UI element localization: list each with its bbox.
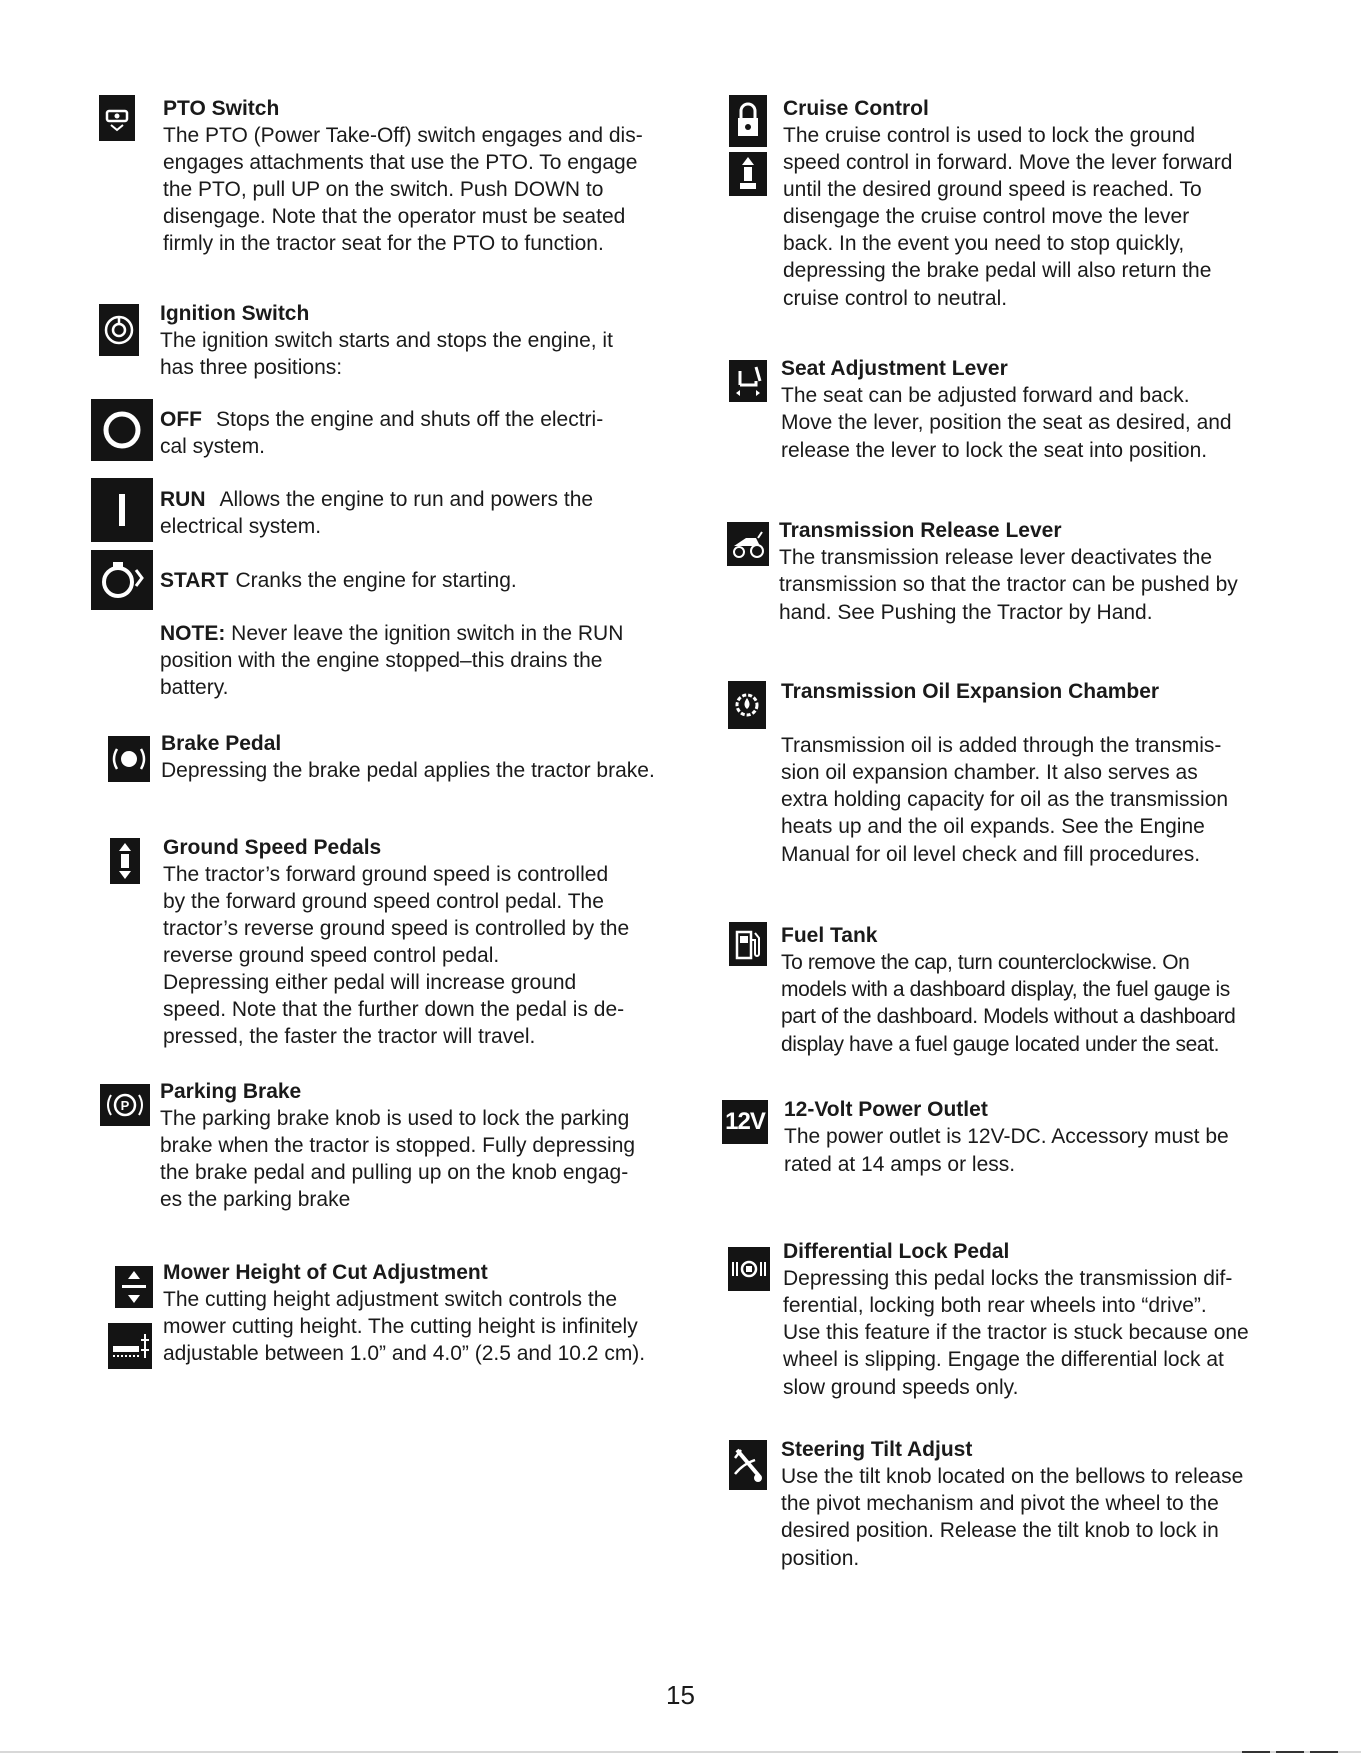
- engine-start-icon: [91, 550, 153, 610]
- ignition-off-item: [160, 406, 680, 460]
- item-text: Stops the engine and shuts off the electri-: [216, 408, 604, 431]
- note-line: battery.: [160, 676, 229, 699]
- section-title: PTO Switch: [163, 97, 280, 120]
- body-line: models with a dashboard display, the fuel gauge is: [781, 978, 1230, 1001]
- steering-tilt-icon: [729, 1440, 767, 1490]
- ignition-switch-section: [160, 300, 680, 381]
- body-line: the PTO, pull UP on the switch. Push DOWN to: [163, 178, 604, 201]
- body-line: Depressing either pedal will increase ground: [163, 971, 577, 994]
- section-title: Transmission Release Lever: [779, 519, 1062, 542]
- position-keyword: RUN: [160, 488, 206, 511]
- body-line: Move the lever, position the seat as desired, and: [781, 411, 1232, 434]
- section-title: Cruise Control: [783, 97, 929, 120]
- body-line: back. In the event you need to stop quickly,: [783, 232, 1185, 255]
- steering-tilt-section: [781, 1436, 1341, 1574]
- body-line: part of the dashboard. Models without a dashboard: [781, 1005, 1236, 1028]
- pto-switch-icon: [99, 95, 135, 141]
- power-outlet-section: [784, 1096, 1344, 1180]
- body-line: The cruise control is used to lock the ground: [783, 124, 1196, 147]
- body-line: speed. Note that the further down the pedal is de-: [163, 998, 625, 1021]
- body-line: pressed, the faster the tractor will travel.: [163, 1025, 536, 1048]
- body-line: display have a fuel gauge located under the seat.: [781, 1033, 1220, 1056]
- body-line: ferential, locking both rear wheels into “drive”.: [783, 1294, 1207, 1317]
- twelve-volt-label: 12V: [725, 1108, 765, 1135]
- section-title: 12-Volt Power Outlet: [784, 1098, 988, 1121]
- body-line: extra holding capacity for oil as the transmission: [781, 788, 1229, 811]
- oil-expansion-chamber-body: [781, 732, 1341, 870]
- note-text: Never leave the ignition switch in the RUN: [231, 622, 624, 645]
- body-line: Use the tilt knob located on the bellows to release: [781, 1465, 1244, 1488]
- body-line: the pivot mechanism and pivot the wheel to the: [781, 1492, 1219, 1515]
- seat-adjustment-section: [781, 355, 1341, 466]
- section-title: Mower Height of Cut Adjustment: [163, 1261, 488, 1284]
- svg-text:P: P: [120, 1098, 130, 1113]
- item-line: electrical system.: [160, 515, 322, 538]
- item-line: [160, 406, 680, 433]
- run-bar-icon: [91, 478, 153, 542]
- pto-switch-section: [163, 95, 683, 257]
- section-title: Parking Brake: [160, 1080, 302, 1103]
- body-line: Use this feature if the tractor is stuck because one: [783, 1321, 1249, 1344]
- speed-lever-icon: [729, 152, 767, 196]
- ignition-key-icon: [99, 304, 139, 356]
- body-line: The PTO (Power Take-Off) switch engages and dis-: [163, 124, 643, 147]
- section-title: Transmission Oil Expansion Chamber: [781, 680, 1160, 703]
- section-title: Ignition Switch: [160, 302, 310, 325]
- body-line: has three positions:: [160, 356, 343, 379]
- body-line: transmission so that the tractor can be pushed by: [779, 573, 1238, 596]
- body-line: the brake pedal and pulling up on the knob engag-: [160, 1161, 629, 1184]
- page-number: 15: [666, 1680, 695, 1710]
- body-line: depressing the brake pedal will also return the: [783, 259, 1212, 282]
- ground-speed-icon: [110, 838, 140, 884]
- body-line: heats up and the oil expands. See the Engine: [781, 815, 1205, 838]
- body-line: The tractor’s forward ground speed is controlled: [163, 863, 609, 886]
- body-line: mower cutting height. The cutting height is infinitely: [163, 1315, 638, 1338]
- body-line: speed control in forward. Move the lever forward: [783, 151, 1233, 174]
- body-line: Transmission oil is added through the transmis-: [781, 734, 1222, 757]
- twelve-volt-icon: [722, 1100, 768, 1144]
- fuel-tank-section: [781, 922, 1341, 1060]
- fuel-pump-icon: [729, 922, 767, 966]
- off-circle-icon: [91, 399, 153, 461]
- body-line: until the desired ground speed is reached. To: [783, 178, 1202, 201]
- body-line: The cutting height adjustment switch controls the: [163, 1288, 618, 1311]
- body-line: Manual for oil level check and fill procedures.: [781, 843, 1201, 866]
- brake-pedal-icon: [108, 736, 150, 782]
- bottom-rule-dash: [1242, 1751, 1270, 1753]
- transmission-oil-icon: [728, 681, 766, 729]
- item-text: Cranks the engine for starting.: [235, 569, 517, 592]
- body-line: reverse ground speed control pedal.: [163, 944, 500, 967]
- cruise-control-section: [783, 95, 1343, 314]
- body-line: The parking brake knob is used to lock the parking: [160, 1107, 630, 1130]
- bottom-rule: [0, 1751, 1361, 1753]
- body-line: adjustable between 1.0” and 4.0” (2.5 and 10.2 cm).: [163, 1342, 646, 1365]
- body-line: desired position. Release the tilt knob to lock in: [781, 1519, 1219, 1542]
- item-line: cal system.: [160, 435, 266, 458]
- body-line: firmly in the tractor seat for the PTO to function.: [163, 232, 604, 255]
- body-line: es the parking brake: [160, 1188, 351, 1211]
- section-title: Brake Pedal: [161, 732, 282, 755]
- note-line: [160, 620, 680, 647]
- body-line: The power outlet is 12V-DC. Accessory must be: [784, 1125, 1229, 1148]
- ground-speed-section: [163, 834, 683, 1050]
- body-line: The seat can be adjusted forward and back.: [781, 384, 1190, 407]
- body-line: Depressing the brake pedal applies the tractor brake.: [161, 759, 655, 782]
- body-line: brake when the tractor is stopped. Fully depressing: [160, 1134, 636, 1157]
- height-adjust-icon: [115, 1266, 153, 1308]
- ignition-start-item: [160, 567, 680, 594]
- body-line: Depressing this pedal locks the transmission dif-: [783, 1267, 1233, 1290]
- body-line: The transmission release lever deactivates the: [779, 546, 1213, 569]
- section-title: Steering Tilt Adjust: [781, 1438, 973, 1461]
- note-label: NOTE:: [160, 622, 226, 645]
- brake-pedal-section: [161, 730, 681, 784]
- body-line: disengage. Note that the operator must be seated: [163, 205, 626, 228]
- differential-lock-section: [783, 1238, 1343, 1403]
- note-line: position with the engine stopped–this drains the: [160, 649, 603, 672]
- cruise-lock-icon: [729, 95, 767, 147]
- mower-deck-icon: [108, 1323, 152, 1369]
- bottom-rule-dash: [1276, 1751, 1304, 1753]
- body-line: wheel is slipping. Engage the differential lock at: [783, 1348, 1224, 1371]
- body-line: To remove the cap, turn counterclockwise. On: [781, 951, 1190, 974]
- bottom-rule-dash: [1310, 1751, 1338, 1753]
- body-line: cruise control to neutral.: [783, 287, 1008, 310]
- differential-lock-icon: [728, 1247, 770, 1291]
- body-line: hand. See Pushing the Tractor by Hand.: [779, 601, 1153, 624]
- body-line: slow ground speeds only.: [783, 1376, 1019, 1399]
- tractor-push-icon: [727, 522, 769, 566]
- oil-expansion-chamber-section: [781, 678, 1341, 705]
- section-title: Ground Speed Pedals: [163, 836, 382, 859]
- section-title: Seat Adjustment Lever: [781, 357, 1008, 380]
- ignition-run-item: [160, 486, 680, 540]
- item-line: [160, 486, 680, 513]
- body-line: position.: [781, 1547, 860, 1570]
- body-line: sion oil expansion chamber. It also serves as: [781, 761, 1198, 784]
- body-line: engages attachments that use the PTO. To engage: [163, 151, 638, 174]
- body-line: disengage the cruise control move the lever: [783, 205, 1190, 228]
- seat-adjust-icon: [729, 360, 767, 402]
- body-line: by the forward ground speed control pedal. The: [163, 890, 604, 913]
- body-line: tractor’s reverse ground speed is controlled by the: [163, 917, 630, 940]
- body-line: rated at 14 amps or less.: [784, 1153, 1016, 1176]
- transmission-release-section: [779, 517, 1339, 628]
- position-keyword: START: [160, 569, 229, 592]
- body-line: release the lever to lock the seat into position.: [781, 439, 1208, 462]
- item-text: Allows the engine to run and powers the: [219, 488, 594, 511]
- position-keyword: OFF: [160, 408, 202, 431]
- body-line: The ignition switch starts and stops the engine, it: [160, 329, 613, 352]
- item-line: [160, 567, 680, 594]
- parking-brake-icon: [100, 1084, 150, 1126]
- ignition-note: [160, 620, 680, 701]
- section-title: Differential Lock Pedal: [783, 1240, 1010, 1263]
- parking-brake-section: [160, 1078, 680, 1213]
- section-title: Fuel Tank: [781, 924, 878, 947]
- mower-height-section: [163, 1259, 683, 1367]
